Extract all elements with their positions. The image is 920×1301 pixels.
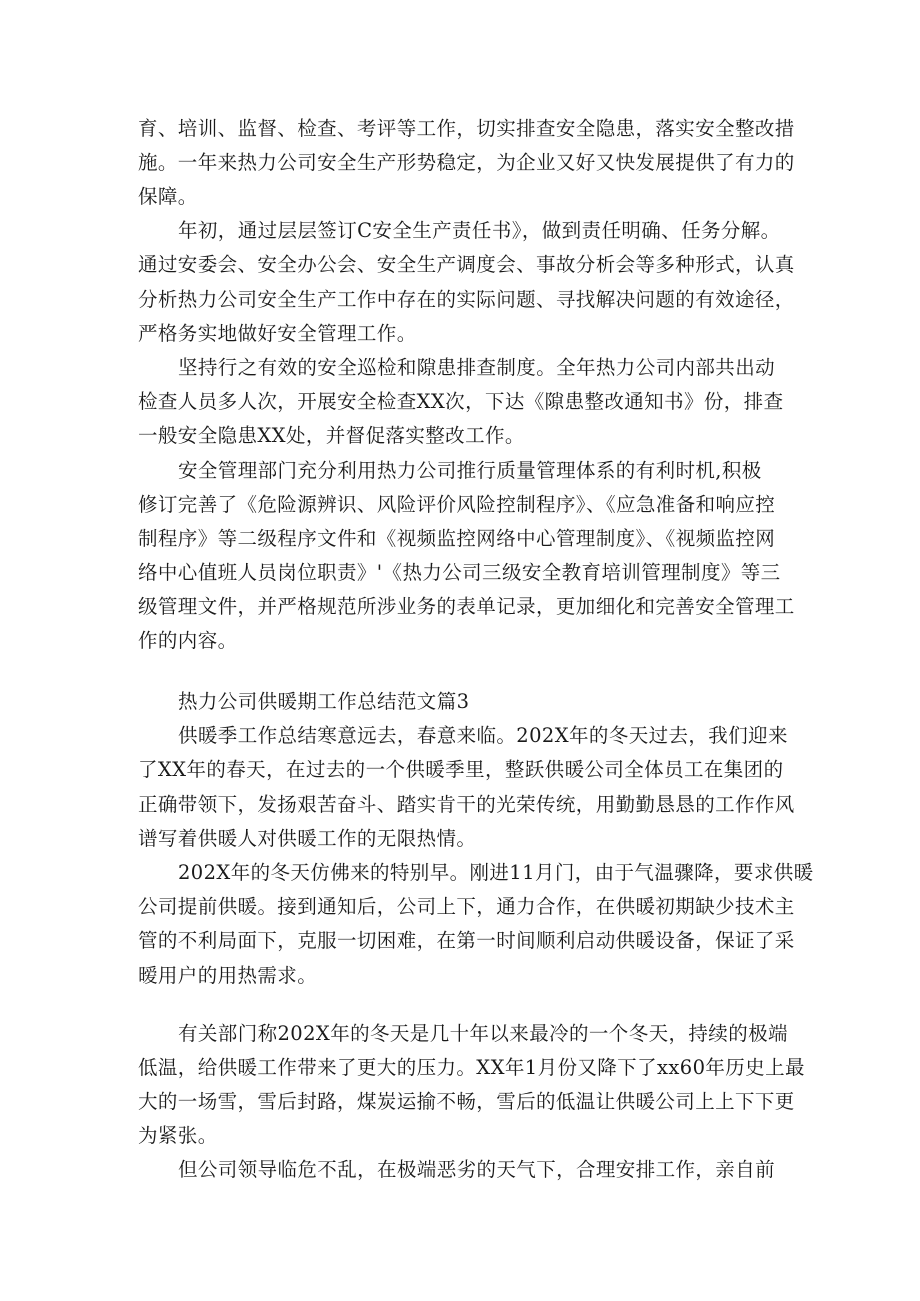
paragraph-6-line-1: 202X年的冬天仿佛来的特别早。刚进11月门，由于气温骤降，要求供暖 xyxy=(178,861,814,884)
paragraph-6-line-3: 管的不利局面下，克服一切困难，在第一时间顺利启动供暖设备，保证了采 xyxy=(138,929,795,952)
paragraph-5-line-2: 了XX年的春天，在过去的一个供暖季里，整跃供暖公司全体员工在集团的 xyxy=(138,758,784,781)
paragraph-3-line-1: 坚持行之有效的安全巡检和隙患排查制度。全年热力公司内部共出动 xyxy=(178,356,776,379)
paragraph-4-line-5: 级管理文件，并严格规范所涉业务的表单记录，更加细化和完善安全管理工 xyxy=(138,595,795,618)
paragraph-5-line-4: 谱写着供暖人对供暖工作的无限热情。 xyxy=(138,827,477,850)
paragraph-4-line-1: 安全管理部门充分利用热力公司推行质量管理体系的有利时机,积极 xyxy=(178,459,762,482)
paragraph-3-line-2: 检查人员多人次，开展安全检查XX次，下达《隙患整改通知书》份，排查 xyxy=(138,390,784,413)
section-heading: 热力公司供暖期工作总结范文篇3 xyxy=(178,690,470,713)
paragraph-6-line-2: 公司提前供暖。接到通知后，公司上下，通力合作，在供暖初期缺少技术主 xyxy=(138,895,795,918)
paragraph-7-line-2: 低温，给供暖工作带来了更大的压力。XX年1月份又降下了xx60年历史上最 xyxy=(138,1056,805,1079)
paragraph-2-line-1: 年初，通过层层签订C安全生产责任书》，做到责任明确、任务分解。 xyxy=(178,219,781,242)
paragraph-4-line-4: 络中心值班人员岗位职责》'《热力公司三级安全教育培训管理制度》等三 xyxy=(138,561,781,584)
paragraph-1-line-2: 施。一年来热力公司安全生产形势稳定，为企业又好又快发展提供了有力的 xyxy=(138,151,795,174)
paragraph-6-line-4: 暧用户的用热需求。 xyxy=(138,964,318,987)
paragraph-4-line-2: 修订完善了《危险源辨识、风险评价风险控制程序》、《应急准备和响应控 xyxy=(138,493,776,516)
paragraph-1-line-1: 育、培训、监督、检查、考评等工作，切实排查安全隐患，落实安全整改措 xyxy=(138,117,795,140)
paragraph-1-line-3: 保障。 xyxy=(138,185,198,208)
paragraph-2-line-2: 通过安委会、安全办公会、安全生产调度会、事故分析会等多种形式，认真 xyxy=(138,253,795,276)
paragraph-5-line-3: 正确带领下，发扬艰苦奋斗、踏实肯干的光荣传统，用勤勤恳恳的工作作风 xyxy=(138,793,795,816)
paragraph-4-line-6: 作的内容。 xyxy=(138,629,238,652)
paragraph-2-line-3: 分析热力公司安全生产工作中存在的实际问题、寻找解决问题的有效途径， xyxy=(138,288,795,311)
paragraph-7-line-1: 有关部门称202X年的冬天是几十年以来最冷的一个冬天，持续的极端 xyxy=(178,1022,788,1045)
paragraph-7-line-3: 大的一场雪，雪后封路，煤炭运揄不畅，雪后的低温让供暖公司上上下下更 xyxy=(138,1090,795,1113)
paragraph-8-line-1: 但公司领导临危不乱，在极端恶劣的天气下，合理安排工作，亲自前 xyxy=(178,1158,776,1181)
paragraph-4-line-3: 制程序》等二级程序文件和《视频监控网络中心管理制度》、《视频监控网 xyxy=(138,527,776,550)
paragraph-2-line-4: 严格务实地做好安全管理工作。 xyxy=(138,322,417,345)
paragraph-3-line-3: 一般安全隐患XX处，并督促落实整改工作。 xyxy=(138,424,525,447)
paragraph-5-line-1: 供暖季工作总结寒意远去，春意来临。202X年的冬天过去，我们迎来 xyxy=(178,724,788,747)
paragraph-7-line-4: 为紧张。 xyxy=(138,1124,218,1147)
